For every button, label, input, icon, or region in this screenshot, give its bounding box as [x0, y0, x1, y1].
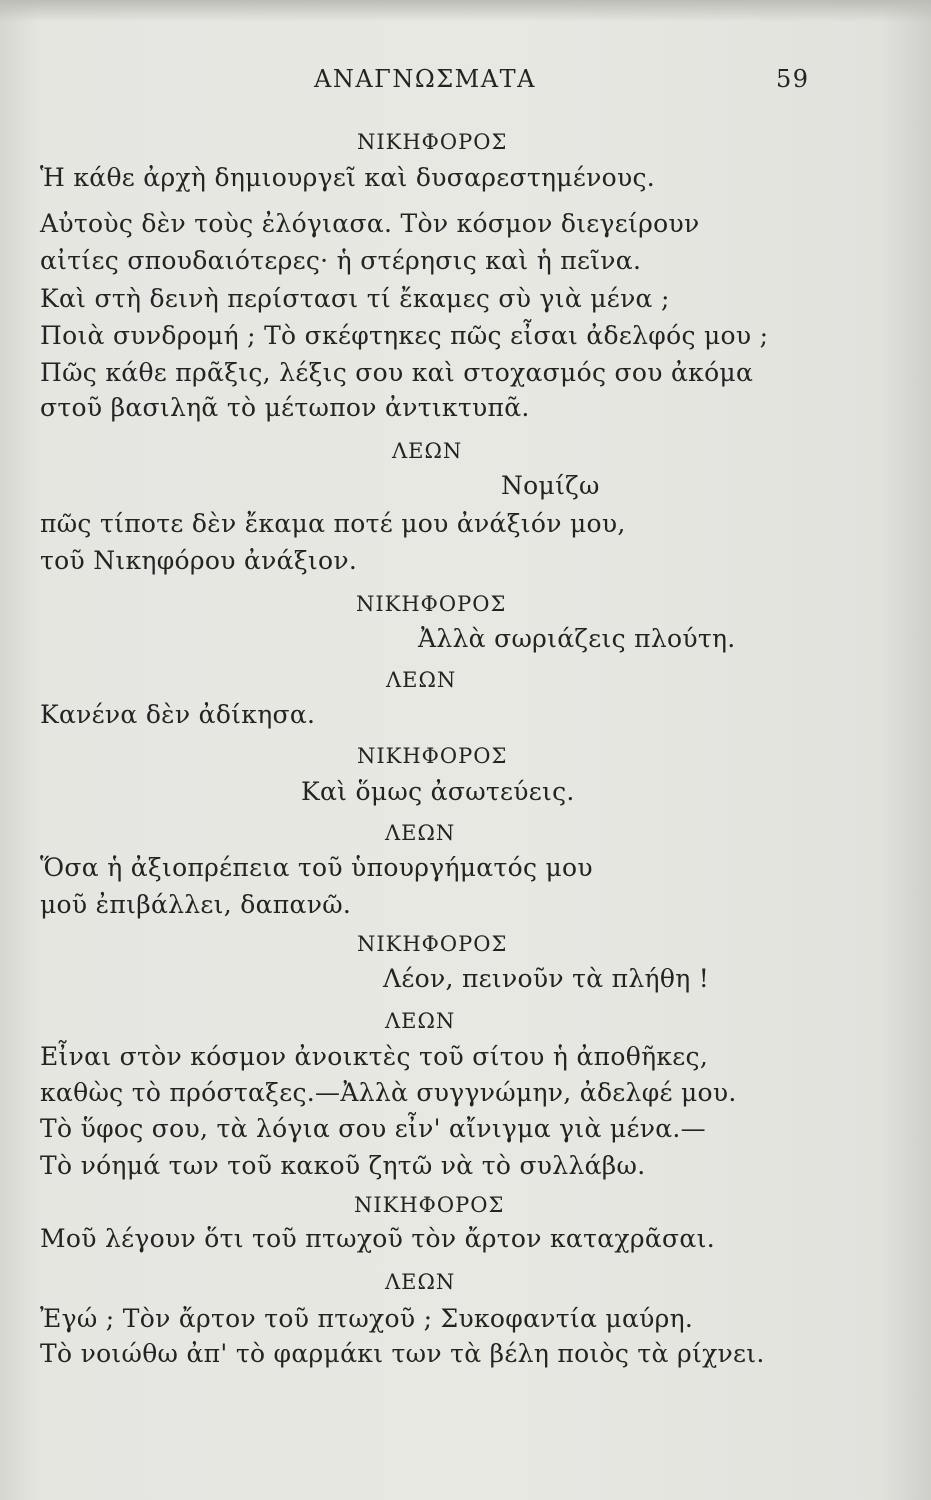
verse-line: Εἶναι στὸν κόσμον ἀνοικτὲς τοῦ σίτου ἡ ἀποθῆκες,	[40, 1042, 709, 1071]
verse-line: στοῦ βασιληᾶ τὸ μέτωπον ἀντικτυπᾶ.	[40, 393, 530, 422]
speaker-label: ΝΙΚΗΦΟΡΟΣ	[357, 932, 508, 956]
running-title: ΑΝΑΓΝΩΣΜΑΤΑ	[314, 65, 536, 93]
verse-line: Μοῦ λέγουν ὅτι τοῦ πτωχοῦ τὸν ἄρτον καταχρᾶσαι.	[40, 1224, 715, 1253]
speaker-label: ΛΕΩΝ	[385, 1009, 456, 1033]
verse-line: Ποιὰ συνδρομή ; Τὸ σκέφτηκες πῶς εἶσαι ἀδελφός μου ;	[40, 321, 769, 350]
verse-line: τοῦ Νικηφόρου ἀνάξιον.	[40, 546, 358, 575]
verse-line: Τὸ νόημά των τοῦ κακοῦ ζητῶ νὰ τὸ συλλάβω.	[40, 1151, 646, 1180]
speaker-label: ΛΕΩΝ	[392, 439, 463, 463]
verse-line: Πῶς κάθε πρᾶξις, λέξις σου καὶ στοχασμός σου ἀκόμα	[40, 358, 754, 387]
verse-line: Νομίζω	[501, 471, 600, 500]
verse-line: Τὸ ὕφος σου, τὰ λόγια σου εἶν' αἴνιγμα γιὰ μένα.—	[40, 1114, 706, 1143]
speaker-label: ΝΙΚΗΦΟΡΟΣ	[357, 744, 508, 768]
verse-line: Λέον, πεινοῦν τὰ πλήθη !	[383, 964, 710, 993]
speaker-label: ΝΙΚΗΦΟΡΟΣ	[356, 592, 507, 616]
verse-line: καθὼς τὸ πρόσταξες.—Ἀλλὰ συγγνώμην, ἀδελφέ μου.	[40, 1078, 737, 1107]
speaker-label: ΛΕΩΝ	[385, 821, 456, 845]
verse-line: Τὸ νοιώθω ἀπ' τὸ φαρμάκι των τὰ βέλη ποιὸς τὰ ρίχνει.	[40, 1339, 765, 1368]
speaker-label: ΛΕΩΝ	[385, 1270, 456, 1294]
verse-line: Καὶ στὴ δεινὴ περίστασι τί ἔκαμες σὺ γιὰ μένα ;	[40, 284, 670, 313]
speaker-label: ΝΙΚΗΦΟΡΟΣ	[357, 130, 508, 154]
verse-line: Αὐτοὺς δὲν τοὺς ἐλόγιασα. Τὸν κόσμον διεγείρουν	[40, 209, 700, 238]
verse-line: Ἡ κάθε ἀρχὴ δημιουργεῖ καὶ δυσαρεστημένους.	[40, 163, 655, 192]
verse-line: Καὶ ὅμως ἀσωτεύεις.	[301, 777, 575, 806]
verse-line: Κανένα δὲν ἀδίκησα.	[40, 700, 316, 729]
verse-line: μοῦ ἐπιβάλλει, δαπανῶ.	[40, 890, 352, 919]
speaker-label: ΝΙΚΗΦΟΡΟΣ	[354, 1193, 505, 1217]
verse-line: Ἀλλὰ σωριάζεις πλούτη.	[418, 624, 736, 653]
verse-line: Ὅσα ἡ ἀξιοπρέπεια τοῦ ὑπουργήματός μου	[40, 853, 593, 882]
speaker-label: ΛΕΩΝ	[386, 668, 457, 692]
page-number: 59	[776, 65, 810, 93]
verse-line: πῶς τίποτε δὲν ἔκαμα ποτέ μου ἀνάξιόν μου,	[40, 509, 626, 538]
verse-line: Ἐγώ ; Τὸν ἄρτον τοῦ πτωχοῦ ; Συκοφαντία μαύρη.	[40, 1304, 694, 1333]
verse-line: αἰτίες σπουδαιότερες· ἡ στέρησις καὶ ἡ πεῖνα.	[40, 246, 642, 275]
